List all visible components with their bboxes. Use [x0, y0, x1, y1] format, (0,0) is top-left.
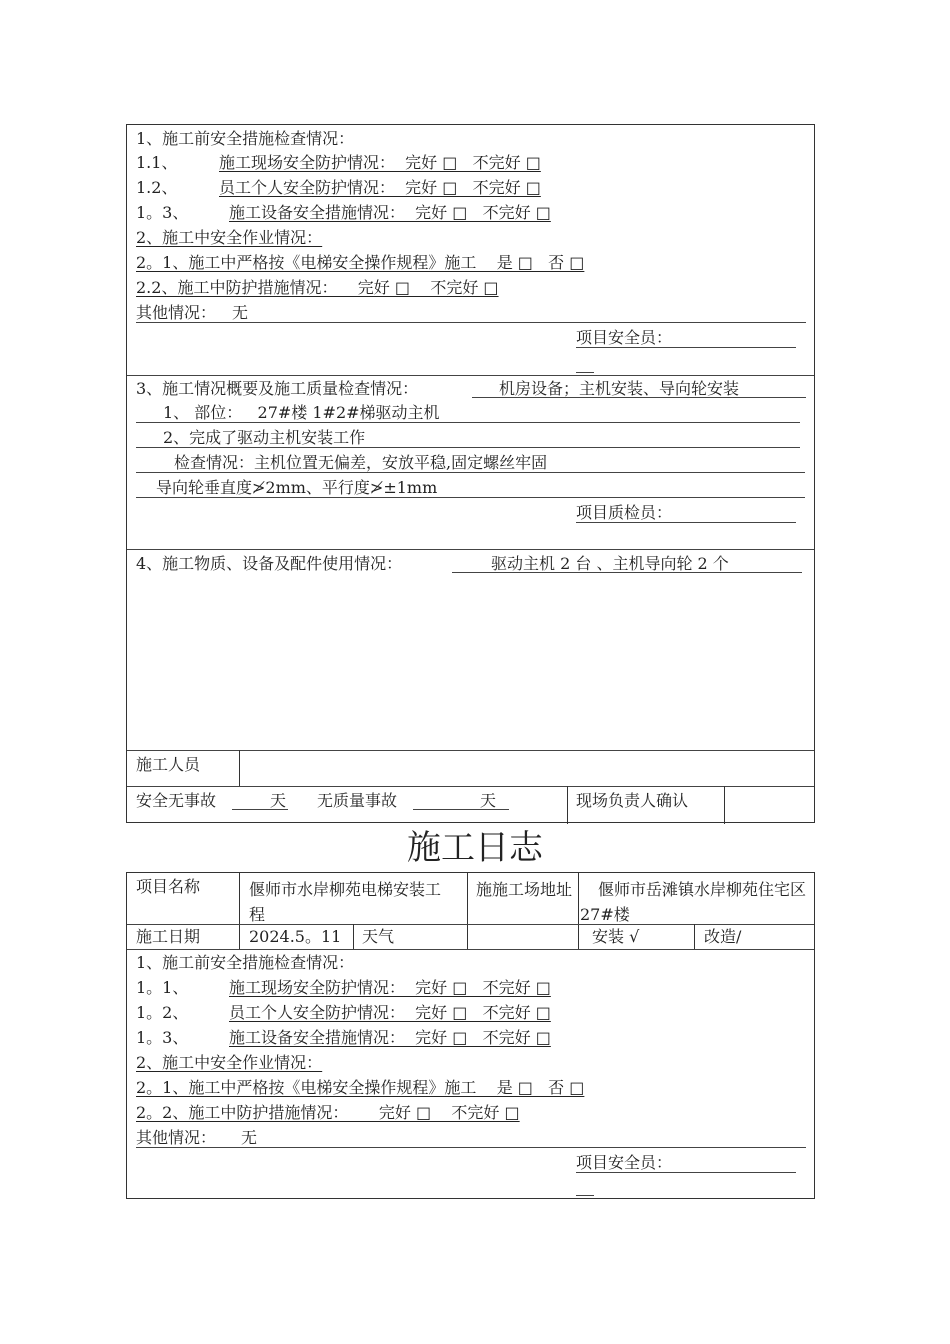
install-mark: 安装 √ [592, 927, 640, 946]
materials-value: 驱动主机 2 台 、主机导向轮 2 个 [491, 554, 729, 573]
other-label: 其他情况： [136, 303, 217, 322]
pre-check-row-3-num: 1。3、 [136, 203, 189, 222]
quality-line-3: 检查情况：主机位置无偏差，安放平稳,固定螺丝牢固 [174, 453, 548, 472]
safety-officer-tail [576, 372, 594, 373]
grid-v4 [353, 924, 354, 949]
quality-line-1-rule [136, 422, 800, 423]
grid-v3 [578, 873, 579, 949]
quality-heading-line [472, 397, 806, 398]
safety-officer-line [576, 1172, 796, 1173]
during-row-1: 2。1、施工中严格按《电梯安全操作规程》施工 是 □ 否 □ [136, 1078, 585, 1097]
section-divider [127, 375, 814, 376]
confirm-divider-right [724, 786, 725, 824]
other-label: 其他情况： [136, 1128, 217, 1147]
workers-divider [239, 750, 240, 786]
pre-check-row-2-num: 1。2、 [136, 1003, 189, 1022]
site-confirm-label: 现场负责人确认 [576, 791, 689, 810]
project-name-label: 项目名称 [136, 877, 201, 896]
no-safety-accident-line [232, 809, 288, 810]
pre-check-row-2: 员工个人安全防护情况： 完好 □ 不完好 □ [219, 178, 541, 197]
section-divider [127, 549, 814, 550]
during-row-2: 2。2、施工中防护措施情况： 完好 □ 不完好 □ [136, 1103, 520, 1122]
grid-v1 [239, 873, 240, 949]
no-safety-accident-days: 天 [270, 791, 287, 810]
quality-line-2-rule [136, 447, 800, 448]
pre-check-row-1-num: 1。1、 [136, 978, 189, 997]
pre-check-row-1-num: 1.1、 [136, 153, 178, 172]
quality-line-4: 导向轮垂直度≯2mm、平行度≯±1mm [156, 478, 438, 497]
safety-officer-line [576, 347, 796, 348]
no-quality-accident-days: 天 [480, 791, 497, 810]
quality-heading-value: 机房设备；主机安装、导向轮安装 [499, 379, 740, 398]
renovate-mark: 改造/ [704, 927, 742, 946]
date-value: 2024.5。11 [249, 927, 342, 946]
pre-check-row-2-num: 1.2、 [136, 178, 178, 197]
no-safety-accident-label: 安全无事故 [136, 791, 217, 810]
quality-inspector-line [576, 522, 796, 523]
pre-check-heading: 1、施工前安全措施检查情况： [136, 129, 355, 148]
bottom-log-form [126, 872, 815, 1199]
pre-check-row-3: 施工设备安全措施情况： 完好 □ 不完好 □ [229, 1028, 551, 1047]
confirm-divider-left [567, 786, 568, 824]
safety-officer-tail [576, 1195, 594, 1196]
top-log-form [126, 124, 815, 823]
other-value: 无 [232, 303, 249, 322]
other-value: 无 [241, 1128, 258, 1147]
grid-v5 [694, 924, 695, 949]
quality-line-4-rule [136, 497, 805, 498]
pre-check-row-2: 员工个人安全防护情况： 完好 □ 不完好 □ [229, 1003, 551, 1022]
during-heading: 2、施工中安全作业情况： [136, 1053, 323, 1072]
other-underline [136, 322, 806, 323]
project-name-value: 偃师市水岸柳苑电梯安装工程 [249, 880, 442, 924]
workers-row-bottom [127, 786, 814, 787]
weather-label: 天气 [362, 927, 395, 946]
page-title: 施工日志 [407, 828, 543, 868]
during-row-1: 2。1、施工中严格按《电梯安全操作规程》施工 是 □ 否 □ [136, 253, 585, 272]
quality-inspector-label: 项目质检员： [576, 503, 673, 522]
date-label: 施工日期 [136, 927, 201, 946]
no-quality-accident-line [413, 809, 509, 810]
materials-line [452, 572, 802, 573]
site-address-label: 施施工场地址 [476, 880, 573, 899]
site-address-value: 偃师市岳滩镇水岸柳苑住宅区 27#楼 [580, 880, 807, 924]
materials-heading: 4、施工物质、设备及配件使用情况： [136, 554, 403, 573]
grid-h2 [127, 949, 814, 950]
during-heading: 2、施工中安全作业情况： [136, 228, 323, 247]
workers-row-top [127, 750, 814, 751]
quality-line-1: 1、 部位： 27#楼 1#2#梯驱动主机 [163, 403, 440, 422]
safety-officer-label: 项目安全员： [576, 1153, 673, 1172]
during-row-2: 2.2、施工中防护措施情况： 完好 □ 不完好 □ [136, 278, 499, 297]
other-underline [136, 1147, 806, 1148]
workers-label: 施工人员 [136, 755, 201, 774]
safety-officer-label: 项目安全员： [576, 328, 673, 347]
pre-check-row-3-num: 1。3、 [136, 1028, 189, 1047]
pre-check-row-3: 施工设备安全措施情况： 完好 □ 不完好 □ [229, 203, 551, 222]
quality-heading: 3、施工情况概要及施工质量检查情况： [136, 379, 419, 398]
grid-h1 [127, 924, 814, 925]
pre-check-row-1: 施工现场安全防护情况： 完好 □ 不完好 □ [219, 153, 541, 172]
quality-line-2: 2、完成了驱动主机安装工作 [163, 428, 366, 447]
quality-line-3-rule [136, 472, 805, 473]
no-quality-accident-label: 无质量事故 [317, 791, 398, 810]
pre-check-row-1: 施工现场安全防护情况： 完好 □ 不完好 □ [229, 978, 551, 997]
pre-check-heading: 1、施工前安全措施检查情况： [136, 953, 355, 972]
grid-v2 [467, 873, 468, 949]
